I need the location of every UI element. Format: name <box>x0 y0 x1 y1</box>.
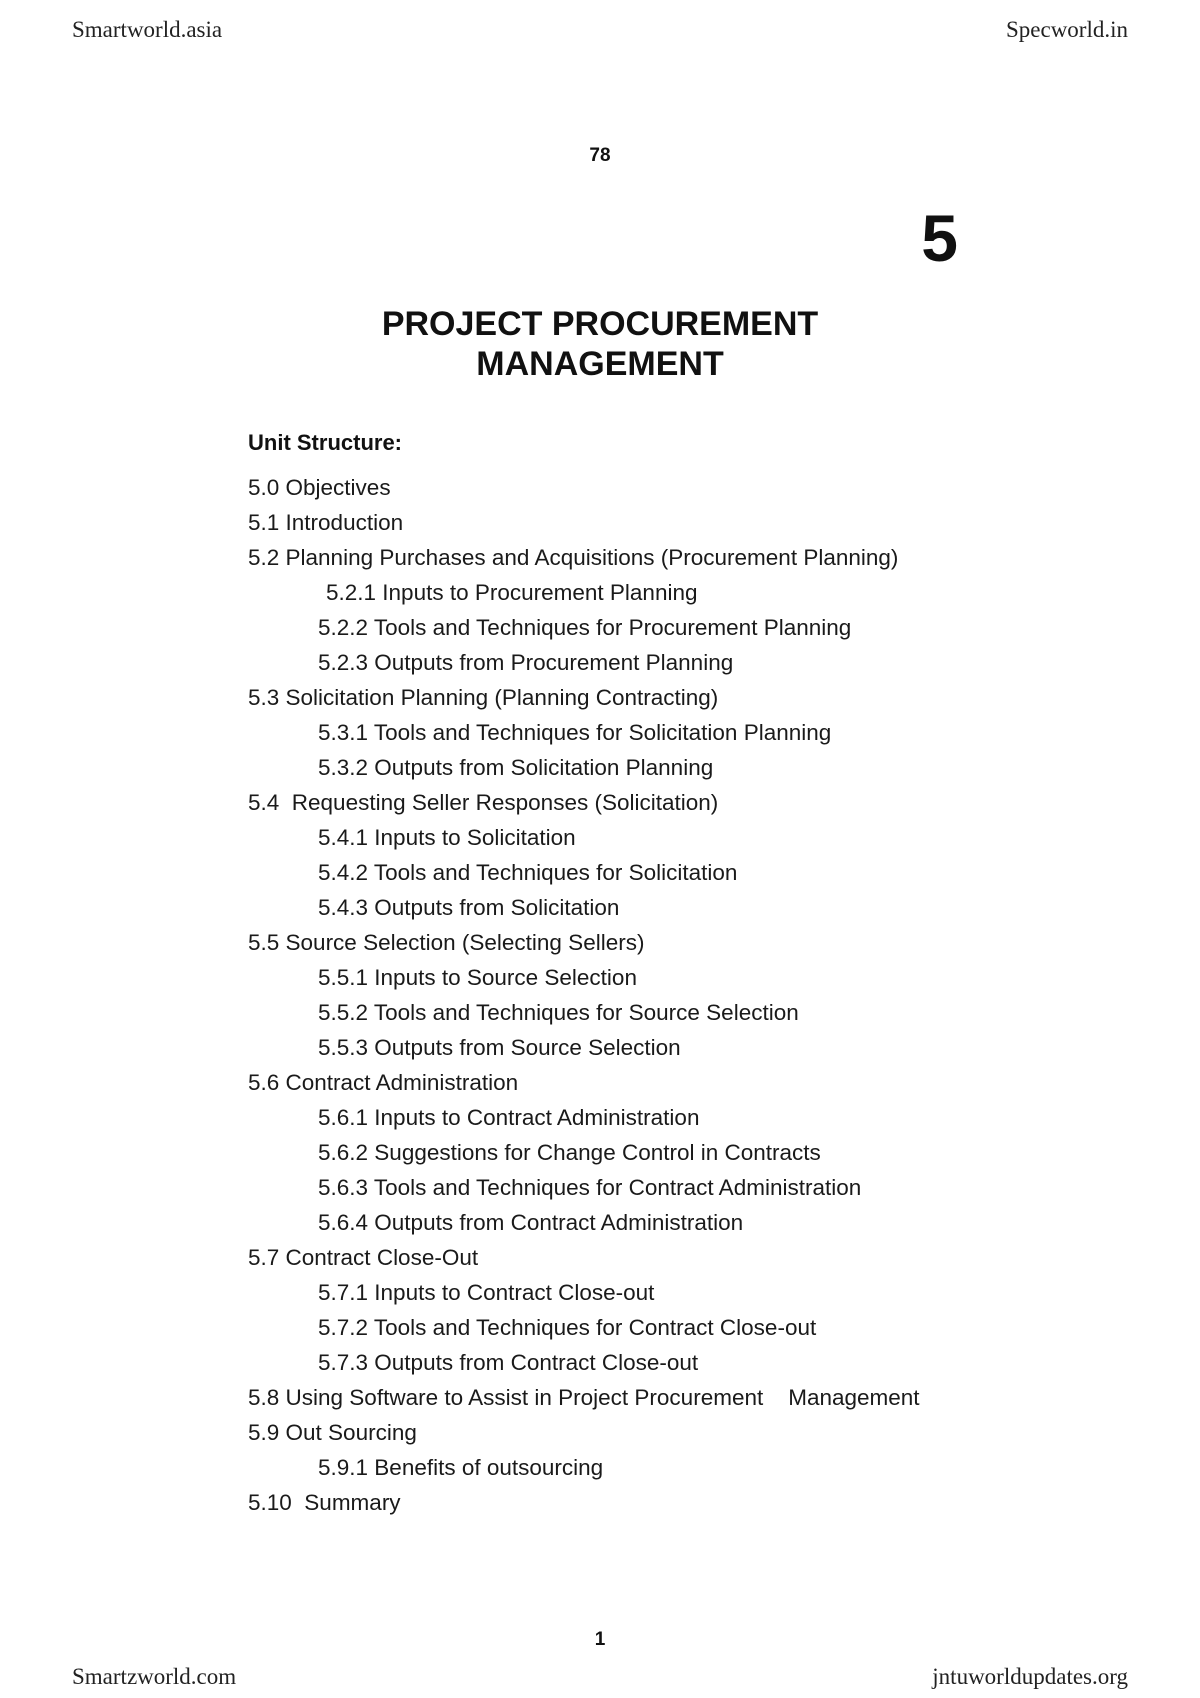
toc-item: 5.4 Requesting Seller Responses (Solicitation) <box>248 790 719 815</box>
toc-subitem: 5.7.1 Inputs to Contract Close-out <box>318 1280 655 1305</box>
chapter-title <box>0 304 1200 384</box>
toc-subitem: 5.3.2 Outputs from Solicitation Planning <box>318 755 714 780</box>
watermark-bottom-left: Smartzworld.com <box>72 1664 237 1689</box>
toc-item: 5.2 Planning Purchases and Acquisitions (Procurement Planning) <box>248 545 899 570</box>
toc-item: 5.9 Out Sourcing <box>248 1420 417 1445</box>
toc-item: 5.0 Objectives <box>248 475 391 500</box>
toc-item: 5.3 Solicitation Planning (Planning Contracting) <box>248 685 719 710</box>
unit-structure <box>248 432 920 1520</box>
toc-subitem: 5.2.1 Inputs to Procurement Planning <box>326 580 698 605</box>
toc-subitem: 5.2.2 Tools and Techniques for Procurement Planning <box>318 615 852 640</box>
toc-subitem: 5.9.1 Benefits of outsourcing <box>318 1455 604 1480</box>
watermark-bottom-right: jntuworldupdates.org <box>932 1664 1128 1689</box>
toc-subitem: 5.5.1 Inputs to Source Selection <box>318 965 637 990</box>
toc-subitem: 5.7.2 Tools and Techniques for Contract Close-out <box>318 1315 817 1340</box>
toc-subitem: 5.6.3 Tools and Techniques for Contract Administration <box>318 1175 862 1200</box>
watermark-top-left: Smartworld.asia <box>72 17 223 42</box>
toc-subitem: 5.6.4 Outputs from Contract Administration <box>318 1210 744 1235</box>
chapter-number: 5 <box>921 201 958 275</box>
toc-subitem: 5.2.3 Outputs from Procurement Planning <box>318 650 734 675</box>
toc-subitem: 5.4.2 Tools and Techniques for Solicitation <box>318 860 738 885</box>
toc-item: 5.5 Source Selection (Selecting Sellers) <box>248 930 645 955</box>
toc-subitem: 5.3.1 Tools and Techniques for Solicitation Planning <box>318 720 832 745</box>
toc-subitem: 5.6.1 Inputs to Contract Administration <box>318 1105 700 1130</box>
toc-item: 5.1 Introduction <box>248 510 404 535</box>
toc-item: 5.8 Using Software to Assist in Project Procurement Management <box>248 1385 920 1410</box>
toc-item: 5.7 Contract Close-Out <box>248 1245 479 1270</box>
page-number-bottom: 1 <box>594 1629 606 1650</box>
page-number-top: 78 <box>589 145 611 166</box>
table-of-contents <box>248 470 920 1520</box>
toc-subitem: 5.7.3 Outputs from Contract Close-out <box>318 1350 699 1375</box>
unit-structure-heading: Unit Structure: <box>248 430 402 455</box>
toc-subitem: 5.5.3 Outputs from Source Selection <box>318 1035 681 1060</box>
chapter-title-line-1: PROJECT PROCUREMENT <box>381 305 819 343</box>
toc-subitem: 5.4.3 Outputs from Solicitation <box>318 895 620 920</box>
toc-subitem: 5.5.2 Tools and Techniques for Source Selection <box>318 1000 799 1025</box>
chapter-title-line-2: MANAGEMENT <box>476 345 724 383</box>
toc-subitem: 5.6.2 Suggestions for Change Control in Contracts <box>318 1140 821 1165</box>
toc-item: 5.6 Contract Administration <box>248 1070 519 1095</box>
watermark-top-right: Specworld.in <box>1005 17 1128 42</box>
toc-subitem: 5.4.1 Inputs to Solicitation <box>318 825 576 850</box>
toc-item: 5.10 Summary <box>248 1490 401 1515</box>
